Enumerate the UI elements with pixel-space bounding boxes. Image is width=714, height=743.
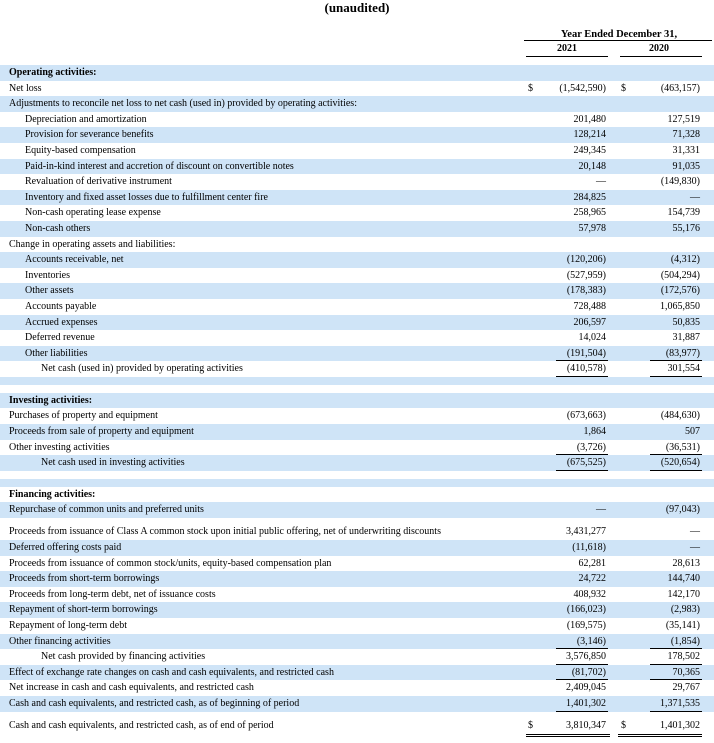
value-2021: 20,148: [578, 160, 606, 172]
value-2020: 142,170: [667, 588, 700, 600]
table-row: [0, 540, 714, 556]
row-label: Inventory and fixed asset losses due to fulfillment center fire: [25, 191, 268, 203]
value-2021: (410,578): [566, 363, 606, 375]
value-2020: 31,887: [672, 332, 700, 344]
value-2021: (3,726): [576, 441, 606, 453]
value-2021: 14,024: [578, 332, 606, 344]
value-2021: 408,932: [573, 588, 606, 600]
table-row: [0, 159, 714, 175]
row-label: Deferred offering costs paid: [9, 542, 122, 554]
table-row: [0, 618, 714, 634]
row-label: Inventories: [25, 269, 70, 281]
row-label: Equity-based compensation: [25, 144, 136, 156]
row-label: Other financing activities: [9, 635, 111, 647]
row-label: Paid-in-kind interest and accretion of discount on convertible notes: [25, 160, 294, 172]
row-label: Revaluation of derivative instrument: [25, 176, 172, 188]
table-row: [0, 81, 714, 97]
value-2020: 144,740: [667, 573, 700, 585]
currency-symbol-2020: $: [621, 719, 626, 731]
table-row: [0, 712, 714, 734]
table-row: [0, 112, 714, 128]
row-label: Net cash (used in) provided by operating activities: [41, 363, 243, 375]
table-row: [0, 283, 714, 299]
value-2021: 728,488: [573, 300, 606, 312]
value-2021: (11,618): [572, 542, 606, 554]
period-header-rule: [524, 40, 712, 41]
value-2020: 70,365: [672, 666, 700, 678]
column-header-2020: 2020: [649, 43, 669, 54]
table-row: [0, 487, 714, 503]
currency-symbol-2020: $: [621, 82, 626, 94]
row-label: Change in operating assets and liabilities:: [9, 238, 176, 250]
table-row: [0, 696, 714, 712]
table-row: [0, 665, 714, 681]
table-row: [0, 455, 714, 471]
value-2020: (172,576): [660, 285, 700, 297]
table-row: [0, 556, 714, 572]
table-row: [0, 330, 714, 346]
value-2021: —: [596, 176, 606, 188]
value-2020: 71,328: [672, 129, 700, 141]
value-2021: 3,431,277: [566, 526, 606, 538]
currency-symbol-2021: $: [528, 719, 533, 731]
cash-flow-table: [0, 57, 714, 734]
table-row: [0, 205, 714, 221]
spacer-row: [0, 377, 714, 385]
table-row: [0, 96, 714, 112]
period-header: Year Ended December 31,: [560, 29, 678, 40]
value-2020: (36,531): [665, 441, 700, 453]
value-2020: 1,401,302: [660, 719, 700, 731]
table-row: [0, 143, 714, 159]
statement-title: (unaudited): [324, 0, 390, 15]
table-row: [0, 361, 714, 377]
value-2021: (169,575): [566, 620, 606, 631]
table-row: [0, 127, 714, 143]
value-2020: 29,767: [672, 682, 700, 694]
row-label: Depreciation and amortization: [25, 113, 147, 125]
row-label: Repayment of long-term debt: [9, 620, 128, 631]
value-2021: 2,409,045: [566, 682, 606, 694]
table-row: [0, 424, 714, 440]
value-2020: 301,554: [667, 363, 700, 375]
value-2020: 50,835: [672, 316, 700, 328]
spacer-row: [0, 57, 714, 65]
value-2020: 507: [685, 426, 700, 438]
row-label: Other liabilities: [25, 347, 88, 359]
spacer-row: [0, 385, 714, 393]
value-2020: (504,294): [660, 269, 700, 281]
value-2020: 127,519: [667, 113, 700, 125]
table-row: [0, 190, 714, 206]
row-label: Proceeds from short-term borrowings: [9, 573, 160, 585]
value-2020: 55,176: [672, 222, 700, 234]
row-label: Proceeds from issuance of Class A common stock upon initial public offering, net of underwriting discounts: [9, 526, 441, 538]
value-2020: 1,371,535: [660, 697, 700, 709]
value-2021: 128,214: [573, 129, 606, 141]
value-2020: —: [690, 542, 700, 554]
value-2021: 3,576,850: [566, 651, 606, 663]
column-header-2021: 2021: [557, 43, 577, 54]
value-2021: (120,206): [566, 254, 606, 266]
value-2021: (81,702): [571, 666, 606, 678]
row-label: Non-cash others: [25, 222, 91, 234]
row-label: Deferred revenue: [25, 332, 95, 344]
value-2021: 57,978: [578, 222, 606, 234]
value-2021: 284,825: [573, 191, 606, 203]
value-2020: —: [690, 191, 700, 203]
value-2020: 91,035: [672, 160, 700, 172]
value-2020: 154,739: [667, 207, 700, 219]
table-row: [0, 518, 714, 540]
table-row: [0, 634, 714, 650]
row-label: Repurchase of common units and preferred units: [9, 504, 204, 516]
row-label: Other assets: [25, 285, 74, 297]
spacer-row: [0, 471, 714, 479]
row-label: Investing activities:: [9, 394, 93, 406]
table-row: [0, 237, 714, 253]
table-row: [0, 602, 714, 618]
row-label: Purchases of property and equipment: [9, 410, 158, 422]
value-2021: (1,542,590): [559, 82, 606, 94]
value-2021: (191,504): [566, 347, 606, 359]
row-label: Operating activities:: [9, 67, 97, 78]
total-double-rule: [618, 734, 702, 737]
value-2021: 1,864: [583, 426, 606, 438]
value-2021: 1,401,302: [566, 697, 606, 709]
value-2021: 249,345: [573, 144, 606, 156]
row-label: Proceeds from sale of property and equipment: [9, 426, 194, 438]
value-2021: 3,810,347: [566, 719, 606, 731]
value-2021: —: [596, 504, 606, 516]
total-double-rule: [526, 734, 610, 737]
value-2021: (166,023): [566, 604, 606, 616]
row-label: Other investing activities: [9, 441, 110, 453]
row-label: Repayment of short-term borrowings: [9, 604, 158, 616]
row-label: Net increase in cash and cash equivalents, and restricted cash: [9, 682, 254, 694]
value-2021: 201,480: [573, 113, 606, 125]
table-row: [0, 502, 714, 518]
table-row: [0, 440, 714, 456]
table-row: [0, 571, 714, 587]
table-row: [0, 221, 714, 237]
table-row: [0, 252, 714, 268]
value-2021: 258,965: [573, 207, 606, 219]
value-2021: 206,597: [573, 316, 606, 328]
row-label: Net cash used in investing activities: [41, 457, 185, 469]
row-label: Provision for severance benefits: [25, 129, 154, 141]
value-2021: (527,959): [566, 269, 606, 281]
row-label: Accounts payable: [25, 300, 97, 312]
row-label: Financing activities:: [9, 488, 96, 500]
value-2021: (3,146): [576, 635, 606, 647]
row-label: Net cash provided by financing activities: [41, 651, 206, 663]
table-row: [0, 680, 714, 696]
row-label: Proceeds from issuance of common stock/units, equity-based compensation plan: [9, 557, 332, 569]
value-2021: (178,383): [566, 285, 606, 297]
value-2020: (149,830): [660, 176, 700, 188]
value-2021: 24,722: [578, 573, 606, 585]
row-label: Accounts receivable, net: [25, 254, 124, 266]
row-label: Proceeds from long-term debt, net of issuance costs: [9, 588, 216, 600]
row-label: Cash and cash equivalents, and restricted cash, as of end of period: [9, 719, 274, 731]
value-2020: (83,977): [665, 347, 700, 359]
value-2020: 1,065,850: [660, 300, 700, 312]
value-2020: (520,654): [660, 457, 700, 469]
table-row: [0, 174, 714, 190]
row-label: Net loss: [9, 82, 42, 94]
table-row: [0, 299, 714, 315]
table-row: [0, 315, 714, 331]
row-label: Cash and cash equivalents, and restricted cash, as of beginning of period: [9, 697, 300, 709]
row-label: Adjustments to reconcile net loss to net cash (used in) provided by operating activities:: [9, 98, 357, 110]
value-2020: (1,854): [670, 635, 700, 647]
table-row: [0, 65, 714, 81]
value-2020: (97,043): [665, 504, 700, 516]
value-2020: 31,331: [672, 144, 700, 156]
value-2020: 28,613: [672, 557, 700, 569]
currency-symbol-2021: $: [528, 82, 533, 94]
value-2020: 178,502: [667, 651, 700, 663]
table-row: [0, 587, 714, 603]
row-label: Accrued expenses: [25, 316, 98, 328]
row-label: Non-cash operating lease expense: [25, 207, 161, 219]
value-2020: (463,157): [660, 82, 700, 94]
table-row: [0, 649, 714, 665]
value-2020: (4,312): [670, 254, 700, 266]
value-2020: (35,141): [665, 620, 700, 631]
value-2020: (484,630): [660, 410, 700, 422]
row-label: Effect of exchange rate changes on cash and cash equivalents, and restricted cash: [9, 666, 334, 678]
table-row: [0, 393, 714, 409]
table-row: [0, 268, 714, 284]
table-row: [0, 408, 714, 424]
spacer-row: [0, 479, 714, 487]
value-2021: (673,663): [566, 410, 606, 422]
value-2020: (2,983): [670, 604, 700, 616]
table-row: [0, 346, 714, 362]
value-2021: (675,525): [566, 457, 606, 469]
value-2020: —: [690, 526, 700, 538]
value-2021: 62,281: [578, 557, 606, 569]
